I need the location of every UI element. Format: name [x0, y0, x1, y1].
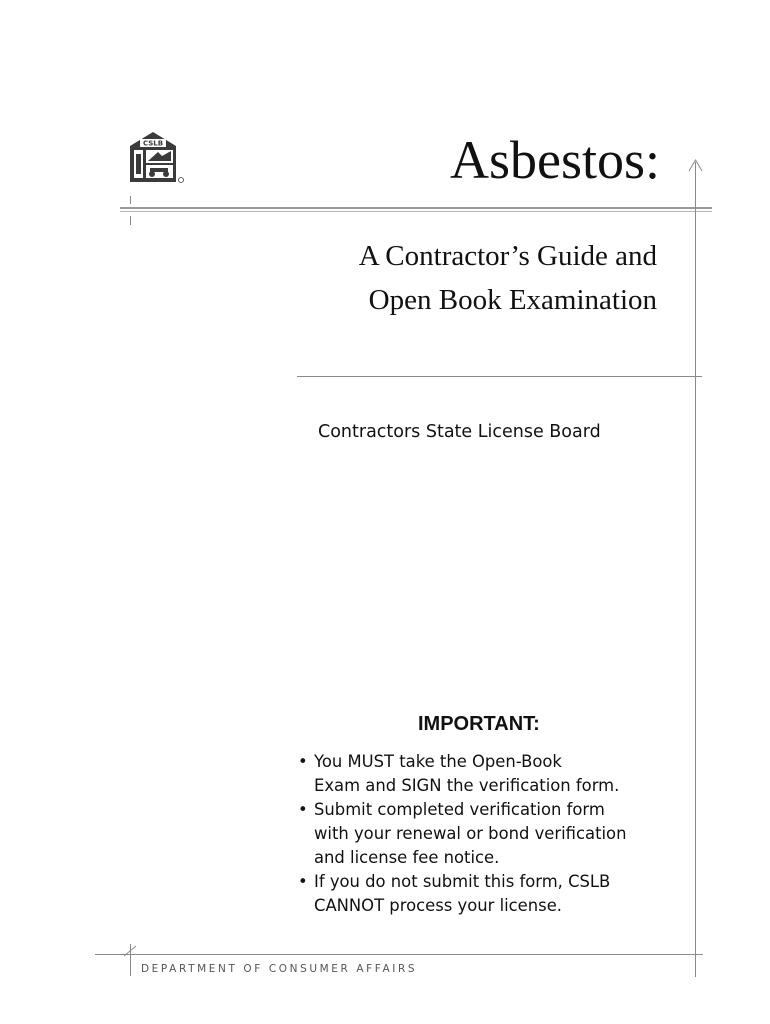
footer-department: DEPARTMENT OF CONSUMER AFFAIRS [141, 963, 418, 975]
crop-mark-left-top [130, 196, 131, 204]
list-item-line: Submit completed verification form [314, 800, 605, 819]
list-item-line: Exam and SIGN the verification form. [314, 776, 620, 795]
cslb-logo [128, 130, 186, 186]
subtitle-line-2: Open Book Examination [368, 284, 657, 316]
list-item-line: You MUST take the Open-Book [314, 752, 562, 771]
middle-rule [297, 376, 702, 377]
top-rule-secondary [120, 211, 712, 212]
important-heading: IMPORTANT: [418, 713, 540, 735]
crop-mark-tick-icon [122, 944, 138, 958]
bottom-rule [95, 954, 703, 955]
crop-mark-left-bottom [130, 216, 131, 225]
important-list [298, 750, 688, 918]
subtitle-line-1: A Contractor’s Guide and [358, 240, 657, 272]
bullet-icon: • [298, 872, 308, 891]
list-item-line: and license fee notice. [314, 848, 500, 867]
organization-name: Contractors State License Board [318, 422, 601, 442]
list-item [298, 870, 688, 918]
cslb-house-logo-icon [128, 130, 186, 186]
list-item-line: with your renewal or bond verification [314, 824, 627, 843]
right-vertical-rule [695, 162, 696, 977]
list-item [298, 750, 688, 798]
subtitle [237, 234, 657, 322]
bullet-icon: • [298, 752, 308, 771]
list-item-line: CANNOT process your license. [314, 896, 562, 915]
bullet-icon: • [298, 800, 308, 819]
logo-text: CSLB [142, 139, 164, 148]
top-rule [120, 207, 712, 209]
list-item [298, 798, 688, 870]
page-title: Asbestos: [449, 130, 660, 190]
list-item-line: If you do not submit this form, CSLB [314, 872, 611, 891]
arrow-up-icon [688, 158, 704, 172]
